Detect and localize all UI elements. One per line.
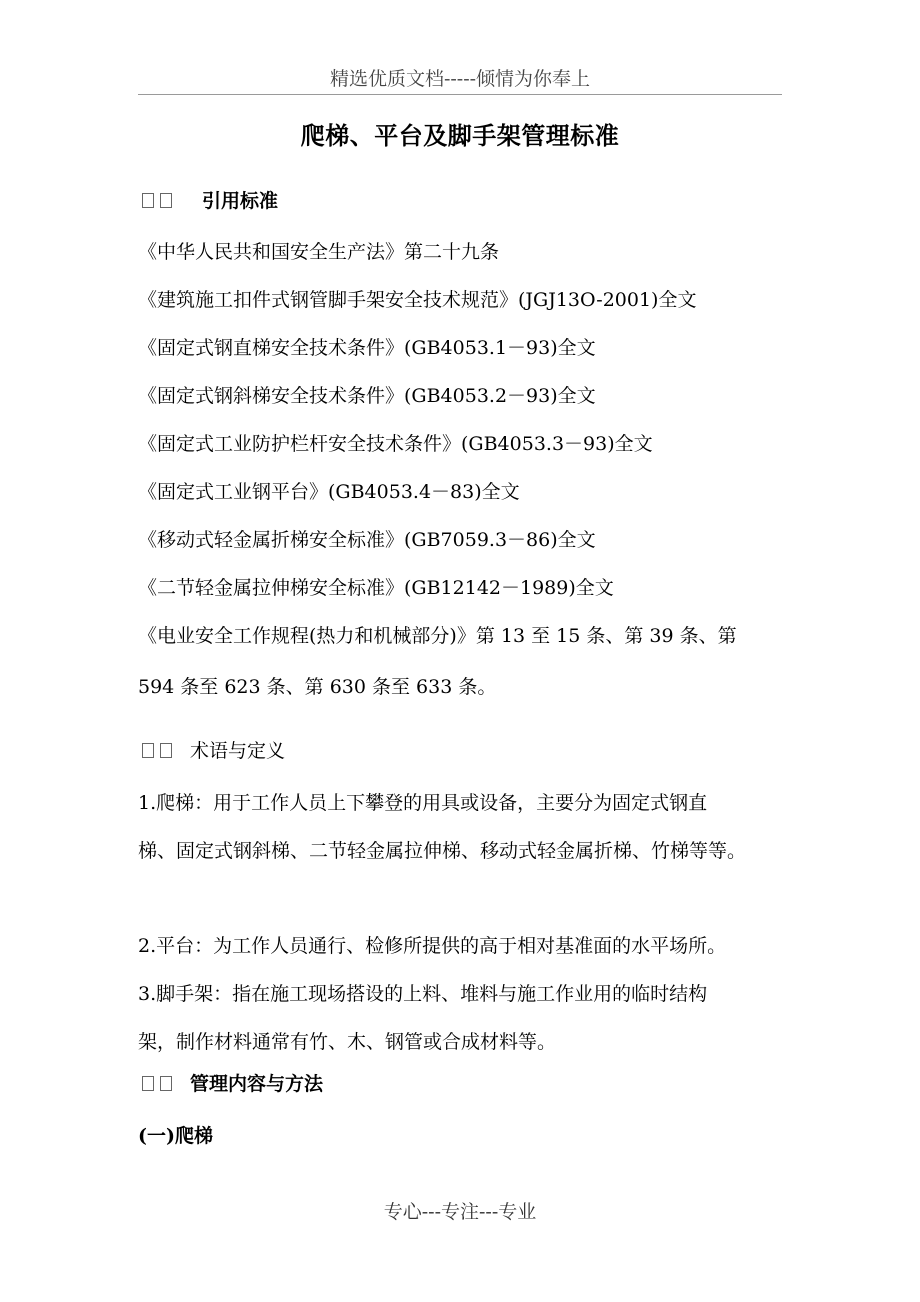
- section-heading-label: 管理内容与方法: [190, 1073, 324, 1095]
- definition-line: 架，制作材料通常有竹、木、钢管或合成材料等。: [138, 1031, 557, 1053]
- reference-item: 《固定式钢直梯安全技术条件》(GB4053.1－93)全文: [138, 337, 596, 359]
- header-divider: [138, 94, 782, 95]
- reference-item: 《固定式钢斜梯安全技术条件》(GB4053.2－93)全文: [138, 385, 596, 407]
- definition-line: 3.脚手架：指在施工现场搭设的上料、堆料与施工作业用的临时结构: [138, 983, 708, 1005]
- reference-item: 《建筑施工扣件式钢管脚手架安全技术规范》(JGJ13O-2001)全文: [138, 289, 697, 311]
- page-footer: 专心---专注---专业: [383, 1201, 537, 1223]
- bullet-box-icon: [160, 193, 172, 208]
- reference-item: 594 条至 623 条、第 630 条至 633 条。: [138, 676, 497, 698]
- section-heading-references: [142, 186, 278, 213]
- bullet-box-icon: [142, 1076, 154, 1091]
- bullet-box-icon: [160, 743, 172, 758]
- reference-item: 《中华人民共和国安全生产法》第二十九条: [138, 241, 500, 263]
- bullet-box-icon: [142, 743, 154, 758]
- reference-item: 《电业安全工作规程(热力和机械部分)》第 13 至 15 条、第 39 条、第: [138, 625, 737, 647]
- page-header: 精选优质文档-----倾情为你奉上: [329, 68, 591, 90]
- reference-item: 《二节轻金属拉伸梯安全标准》(GB12142－1989)全文: [138, 577, 614, 599]
- section-heading-terms: [142, 736, 285, 763]
- bullet-box-icon: [142, 193, 154, 208]
- reference-item: 《移动式轻金属折梯安全标准》(GB7059.3－86)全文: [138, 529, 596, 551]
- subsection-heading-ladder: (一)爬梯: [138, 1125, 213, 1147]
- definition-line: 1.爬梯：用于工作人员上下攀登的用具或设备，主要分为固定式钢直: [138, 792, 708, 814]
- section-heading-label: 术语与定义: [190, 740, 286, 762]
- definition-line: 2.平台：为工作人员通行、检修所提供的高于相对基准面的水平场所。: [138, 935, 727, 957]
- definition-line: 梯、固定式钢斜梯、二节轻金属拉伸梯、移动式轻金属折梯、竹梯等等。: [138, 840, 747, 862]
- document-title: 爬梯、平台及脚手架管理标准: [300, 121, 620, 150]
- bullet-box-icon: [160, 1076, 172, 1091]
- reference-item: 《固定式工业钢平台》(GB4053.4－83)全文: [138, 481, 520, 503]
- reference-item: 《固定式工业防护栏杆安全技术条件》(GB4053.3－93)全文: [138, 433, 653, 455]
- section-heading-label: 引用标准: [202, 190, 279, 212]
- section-heading-management: [142, 1069, 323, 1096]
